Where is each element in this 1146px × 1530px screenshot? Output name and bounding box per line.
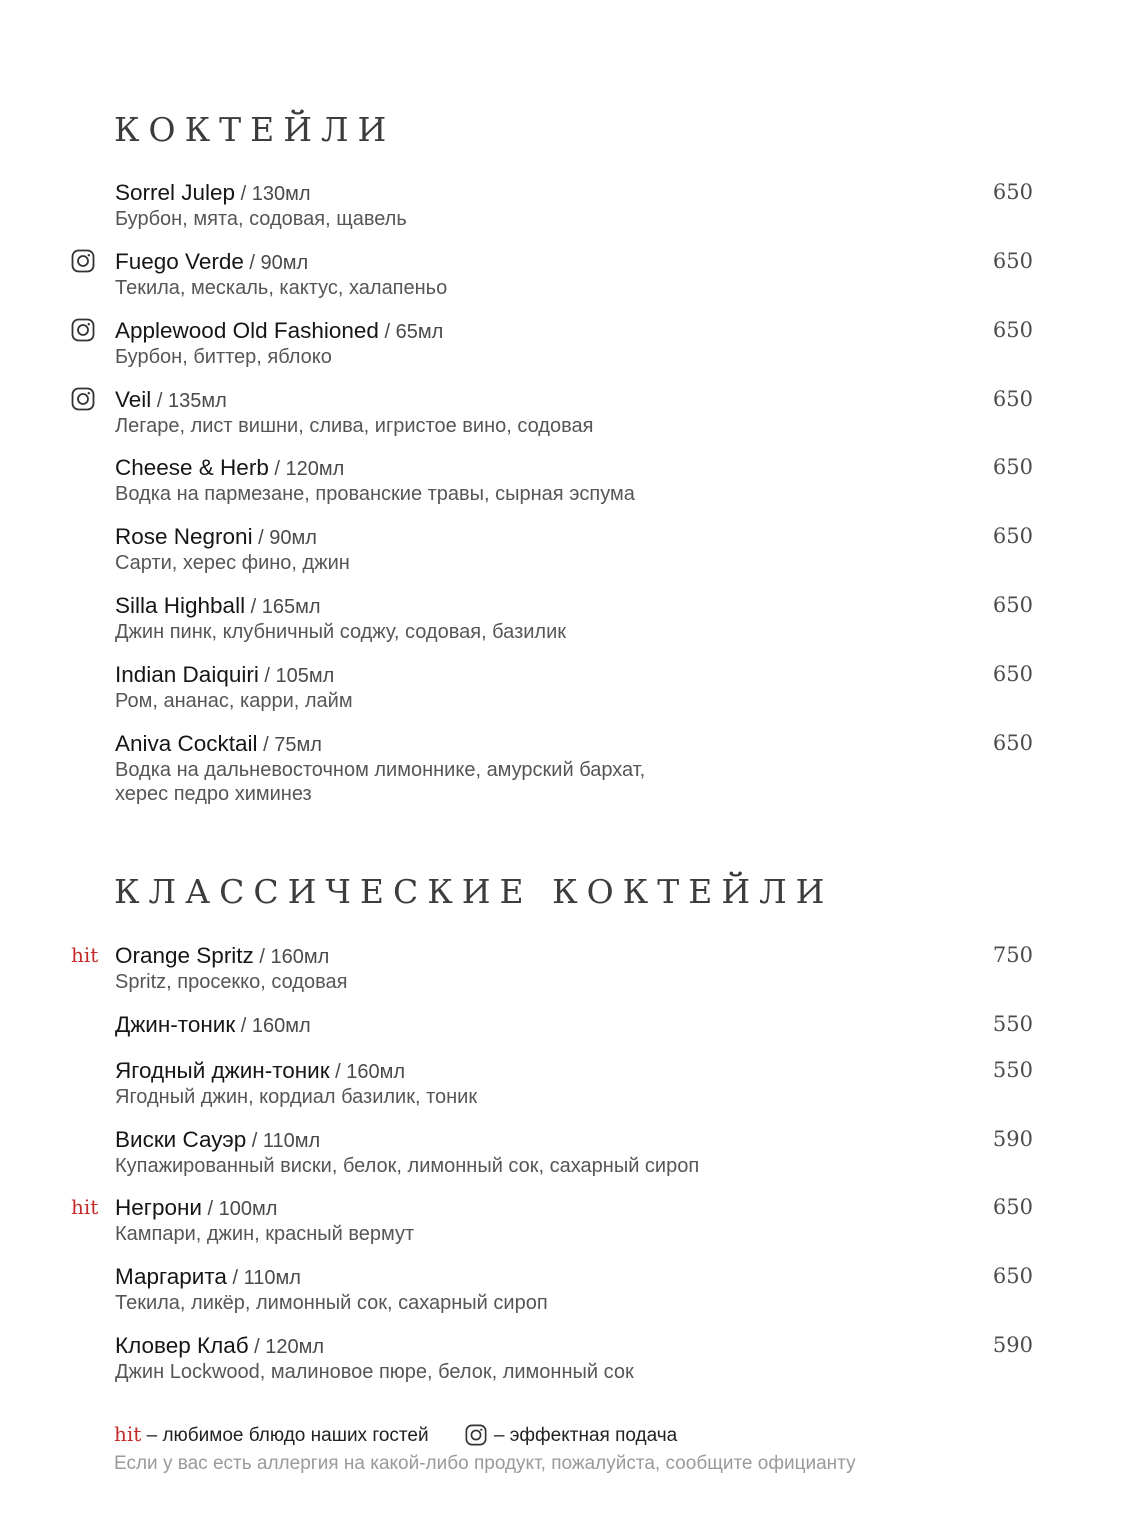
item-description: Текила, мескаль, кактус, халапеньо [115, 277, 448, 299]
item-description: Водка на пармезане, прованские травы, сырная эспума [115, 483, 635, 505]
menu-item [115, 1058, 1033, 1109]
item-price: 650 [992, 524, 1033, 548]
item-description: Ром, ананас, карри, лайм [115, 690, 353, 712]
item-name: Aniva Cocktail [115, 731, 258, 756]
item-volume: / 135мл [151, 390, 227, 412]
legend-hit-text: – любимое блюдо наших гостей [141, 1425, 429, 1446]
menu-item [71, 943, 1033, 994]
item-volume: / 165мл [245, 596, 321, 618]
item-name: Orange Spritz [115, 943, 254, 968]
instagram-icon [71, 387, 97, 413]
item-price: 650 [992, 593, 1033, 617]
hit-badge: hit [71, 943, 99, 967]
item-price: 650 [992, 662, 1033, 686]
item-name: Silla Highball [115, 593, 246, 618]
item-name: Виски Сауэр [115, 1127, 247, 1152]
item-price: 550 [992, 1058, 1033, 1082]
item-price: 590 [992, 1127, 1033, 1151]
item-name: Fuego Verde [115, 249, 244, 274]
item-volume: / 90мл [243, 252, 309, 274]
allergy-note: Если у вас есть аллергия на какой-либо продукт, пожалуйста, сообщите официанту [114, 1453, 856, 1474]
item-volume: / 130мл [235, 183, 311, 205]
item-description: Джин Lockwood, малиновое пюре, белок, лимонный сок [115, 1361, 634, 1383]
instagram-icon [71, 318, 97, 344]
item-price: 650 [992, 455, 1033, 479]
item-price: 650 [992, 731, 1033, 755]
item-price: 650 [992, 318, 1033, 342]
item-price: 650 [992, 249, 1033, 273]
menu-item [115, 180, 1033, 231]
item-name: Джин-тоник [115, 1012, 236, 1037]
item-volume: / 75мл [257, 734, 322, 756]
item-description: Spritz, просекко, содовая [115, 971, 348, 993]
menu-item [115, 593, 1033, 644]
menu-item [115, 455, 1033, 506]
item-volume: / 120мл [248, 1336, 325, 1358]
item-description: Легаре, лист вишни, слива, игристое вино, содовая [115, 415, 594, 437]
item-description: Бурбон, мята, содовая, щавель [115, 208, 407, 230]
item-name: Applewood Old Fashioned [115, 318, 379, 343]
menu-item [115, 731, 1033, 806]
item-volume: / 100мл [202, 1198, 278, 1220]
menu-item [115, 318, 1033, 369]
item-name: Sorrel Julep [115, 180, 236, 205]
legend-hit-word: hit [114, 1422, 142, 1446]
item-price: 650 [992, 1264, 1033, 1288]
item-name: Rose Negroni [115, 524, 253, 549]
item-description: Бурбон, биттер, яблоко [115, 346, 332, 368]
item-volume: / 90мл [252, 527, 317, 549]
section-title-cocktails: КОКТЕЙЛИ [114, 110, 396, 149]
item-name: Негрони [115, 1195, 202, 1220]
item-price: 590 [992, 1333, 1033, 1357]
item-volume: / 110мл [246, 1130, 321, 1152]
item-price: 650 [992, 180, 1033, 204]
menu-item [115, 524, 1033, 575]
item-name: Cheese & Herb [115, 455, 269, 480]
item-volume: / 160мл [235, 1015, 311, 1037]
item-name: Ягодный джин-тоник [115, 1058, 330, 1083]
hit-badge: hit [71, 1195, 99, 1219]
section-title-classic-cocktails: КЛАССИЧЕСКИЕ КОКТЕЙЛИ [114, 872, 834, 911]
item-description: Текила, ликёр, лимонный сок, сахарный сироп [115, 1292, 548, 1314]
item-description: Сарти, херес фино, джин [115, 552, 350, 574]
item-volume: / 65мл [378, 321, 444, 343]
legend-icon-text: – эффектная подача [488, 1425, 678, 1446]
menu-item [71, 1195, 1033, 1246]
menu-item [115, 249, 1033, 300]
item-name: Кловер Клаб [115, 1333, 249, 1358]
item-description: Ягодный джин, кордиал базилик, тоник [115, 1086, 478, 1108]
menu-item [115, 662, 1033, 713]
item-description-line2: херес педро химинез [115, 783, 312, 805]
item-name: Veil [115, 387, 152, 412]
menu-item [115, 1264, 1033, 1315]
item-name: Indian Daiquiri [115, 662, 259, 687]
item-volume: / 160мл [253, 946, 330, 968]
item-price: 550 [992, 1012, 1033, 1036]
menu-item [115, 1127, 1033, 1178]
menu-item [115, 387, 1033, 438]
item-price: 650 [992, 387, 1033, 411]
instagram-icon [465, 1424, 489, 1448]
item-volume: / 110мл [226, 1267, 301, 1289]
item-description: Купажированный виски, белок, лимонный сок, сахарный сироп [115, 1155, 700, 1177]
instagram-icon [71, 249, 97, 275]
menu-item [115, 1012, 1033, 1039]
item-description: Кампари, джин, красный вермут [115, 1223, 415, 1245]
item-description: Джин пинк, клубничный соджу, содовая, базилик [115, 621, 567, 643]
item-name: Маргарита [115, 1264, 227, 1289]
item-volume: / 105мл [258, 665, 335, 687]
legend [114, 1422, 677, 1448]
item-description: Водка на дальневосточном лимоннике, амурский бархат, [115, 759, 646, 781]
item-volume: / 120мл [268, 458, 345, 480]
item-price: 750 [992, 943, 1033, 967]
item-volume: / 160мл [329, 1061, 406, 1083]
menu-item [115, 1333, 1033, 1384]
item-price: 650 [992, 1195, 1033, 1219]
